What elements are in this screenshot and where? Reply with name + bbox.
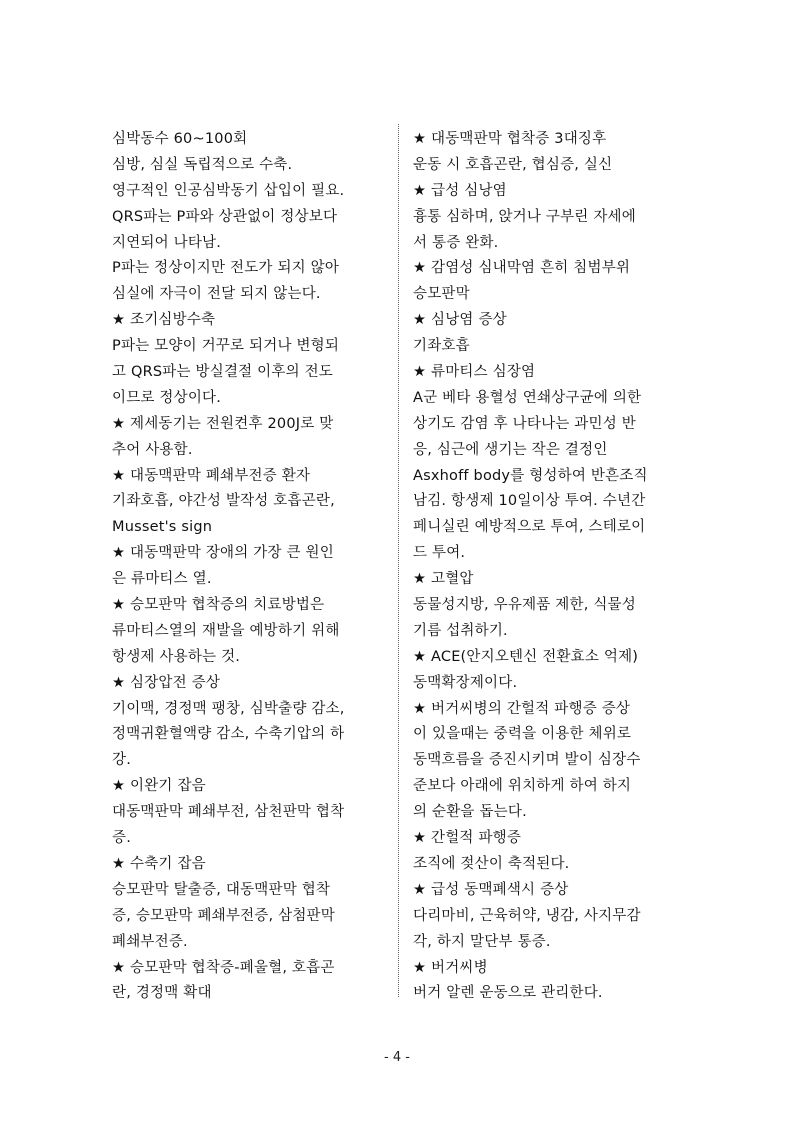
right-column-line: ★ 버거씨병 [413,959,488,976]
left-column-line: ★ 조기심방수축 [112,312,216,329]
left-column-line: 기이맥, 경정맥 팽창, 심박출량 감소, [112,700,345,717]
right-column-line: ★ 심낭염 증상 [413,312,507,329]
left-column-line: 심실에 자극이 전달 되지 않는다. [112,286,321,303]
right-column-line: 승모판막 [413,286,470,303]
left-column-line: ★ 제세동기는 전원켠후 200J로 맞 [112,415,334,432]
left-column-line: 기좌호흡, 야간성 발작성 호흡곤란, [112,493,335,510]
right-column-line: ★ ACE(안지오텐신 전환효소 억제) [413,648,639,665]
right-column-line: 준보다 아래에 위치하게 하여 하지 [413,778,632,795]
right-column-line: ★ 간헐적 파행증 [413,830,522,847]
right-column-line: 흉통 심하며, 앉거나 구부린 자세에 [413,208,636,225]
left-column-line: 강. [112,752,132,769]
right-column-line: 페니실린 예방적으로 투여, 스테로이 [413,519,646,536]
left-column-line: 증, 승모판막 폐쇄부전증, 삼첨판막 [112,907,335,924]
right-column-line: 상기도 감염 후 나타나는 과민성 반 [413,415,636,432]
right-column-line: Asxhoff body를 형성하여 반흔조직 [413,467,648,484]
left-column-line: Musset's sign [112,519,213,536]
left-column-line: 항생제 사용하는 것. [112,648,241,665]
right-column-line: 기좌호흡 [413,338,470,355]
left-column-line: 폐쇄부전증. [112,933,188,950]
right-column-line: A군 베타 용혈성 연쇄상구균에 의한 [413,389,642,406]
right-column [413,127,681,1007]
left-column-line: ★ 승모판막 협착증의 치료방법은 [112,597,325,614]
right-column-line: 응, 심근에 생기는 작은 결정인 [413,441,608,458]
right-column-line: 기름 섭취하기. [413,622,508,639]
left-column-line: 지연되어 나타남. [112,234,222,251]
right-column-line: ★ 류마티스 심장염 [413,364,536,381]
left-column-line: 은 류마티스 열. [112,571,212,588]
left-column-line: 심방, 심실 독립적으로 수축. [112,156,293,173]
left-column-line: P파는 모양이 거꾸로 되거나 변형되 [112,338,340,355]
right-column-line: 드 투여. [413,545,466,562]
right-column-line: 의 순환을 돕는다. [413,804,527,821]
left-column-line: 영구적인 인공심박동기 삽입이 필요. [112,182,345,199]
right-column-line: 조직에 젖산이 축적된다. [413,855,570,872]
left-column-line: ★ 승모판막 협착증-폐울혈, 호흡곤 [112,959,335,976]
column-divider [398,124,399,997]
left-column-line: 정맥귀환혈액량 감소, 수축기압의 하 [112,726,345,743]
left-column-line: 추어 사용함. [112,441,193,458]
right-column-line: 운동 시 호흡곤란, 협심증, 실신 [413,156,613,173]
left-column-line: QRS파는 P파와 상관없이 정상보다 [112,208,338,225]
left-column-line: P파는 정상이지만 전도가 되지 않아 [112,260,340,277]
right-column-line: 다리마비, 근육허약, 냉감, 사지무감 [413,907,641,924]
right-column-line: 각, 하지 말단부 통증. [413,933,551,950]
left-column-line: 란, 경정맥 확대 [112,985,212,1002]
right-column-line: 동맥흐름을 증진시키며 발이 심장수 [413,752,641,769]
left-column-line: ★ 심장압전 증상 [112,674,221,691]
right-column-line: ★ 고혈압 [413,571,474,588]
right-column-line: ★ 급성 심낭염 [413,182,507,199]
right-column-line: ★ 버거씨병의 간헐적 파행증 증상 [413,700,631,717]
left-column-line: ★ 대동맥판막 장애의 가장 큰 원인 [112,545,334,562]
page-number: - 4 - [384,1050,410,1065]
left-column-line: 승모판막 탈출증, 대동맥판막 협착 [112,881,331,898]
left-column-line: 류마티스열의 재발을 예방하기 위해 [112,622,340,639]
left-column [112,127,382,1007]
left-column-line: 대동맥판막 폐쇄부전, 삼천판막 협착 [112,804,345,821]
left-column-line: 증. [112,830,132,847]
right-column-line: 이 있을때는 중력을 이용한 체위로 [413,726,632,743]
right-column-line: 버거 알렌 운동으로 관리한다. [413,985,603,1002]
right-column-line: 동물성지방, 우유제품 제한, 식물성 [413,597,636,614]
left-column-line: 심박동수 60~100회 [112,131,248,147]
right-column-line: ★ 대동맥판막 협착증 3대징후 [413,131,607,147]
left-column-line: ★ 수축기 잡음 [112,855,206,872]
right-column-line: 서 통증 완화. [413,234,499,251]
right-column-line: ★ 급성 동맥폐색시 증상 [413,881,569,898]
right-column-line: 동맥확장제이다. [413,674,518,691]
right-column-line: 남김. 항생제 10일이상 투여. 수년간 [413,493,646,510]
left-column-line: 고 QRS파는 방실결절 이후의 전도 [112,364,334,381]
left-column-line: 이므로 정상이다. [112,389,222,406]
left-column-line: ★ 대동맥판막 폐쇄부전증 환자 [112,467,311,484]
right-column-line: ★ 감염성 심내막염 흔히 침범부위 [413,260,631,277]
left-column-line: ★ 이완기 잡음 [112,778,206,795]
